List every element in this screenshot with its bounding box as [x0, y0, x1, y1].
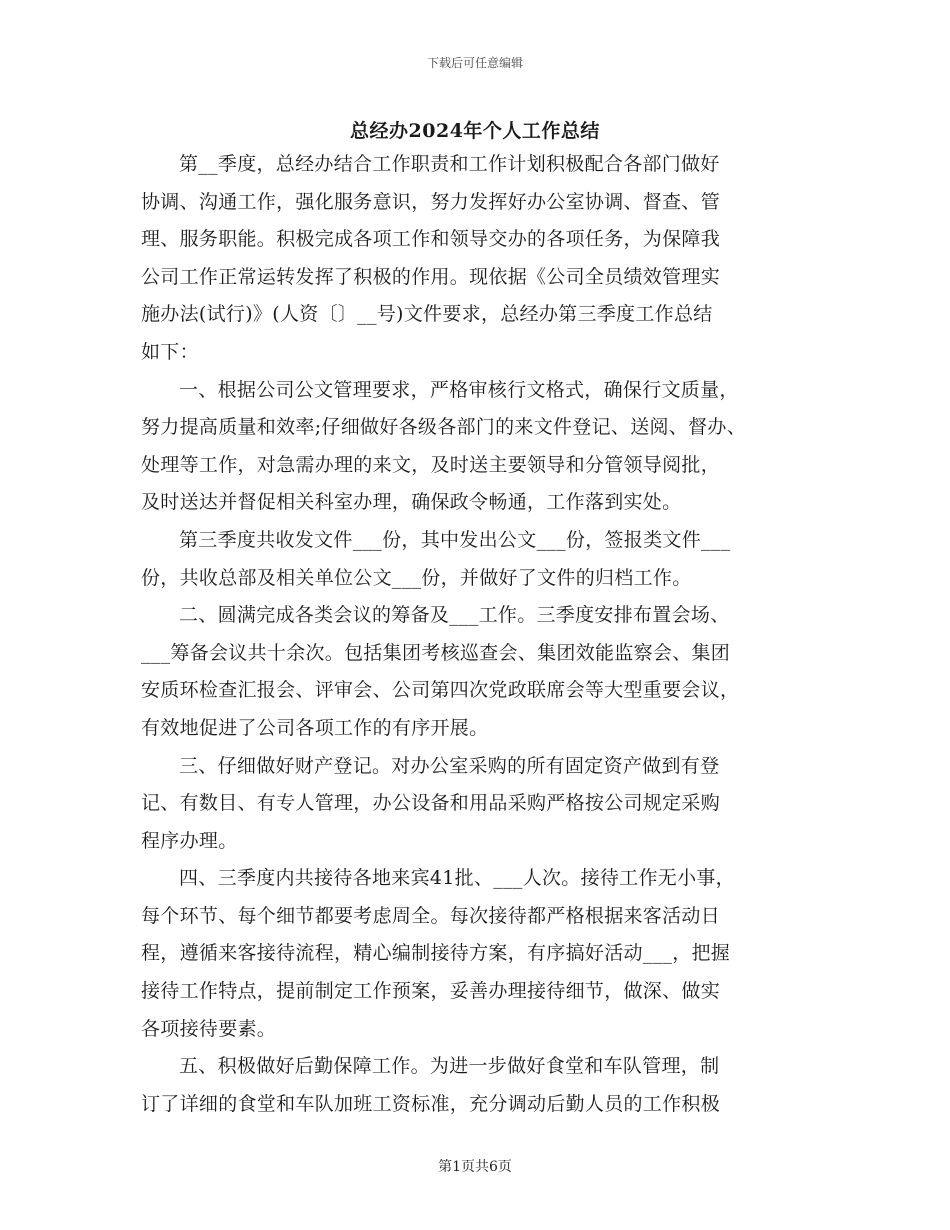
- paragraph-line: 五、积极做好后勤保障工作。为进一步做好食堂和车队管理，制: [179, 1055, 720, 1078]
- document-body: [141, 146, 821, 1123]
- paragraph-line: 有效地促进了公司各项工作的有序开展。: [141, 716, 489, 739]
- paragraph-line: 一、根据公司公文管理要求，严格审核行文格式，确保行文质量，: [179, 378, 739, 401]
- body-paragraph: [141, 860, 821, 1048]
- paragraph-line: 安质环检查汇报会、评审会、公司第四次党政联席会等大型重要会议，: [141, 679, 740, 702]
- paragraph-line: 协调、沟通工作，强化服务意识，努力发挥好办公室协调、督查、管: [141, 190, 721, 213]
- paragraph-line: 程序办理。: [141, 829, 238, 852]
- paragraph-line: 理、服务职能。积极完成各项工作和领导交办的各项任务，为保障我: [141, 228, 721, 251]
- paragraph-line: 四、三季度内共接待各地来宾41批、___人次。接待工作无小事，: [179, 867, 735, 890]
- paragraph-line: 如下：: [141, 340, 199, 363]
- body-paragraph: [141, 146, 821, 372]
- paragraph-line: 记、有数目、有专人管理，办公设备和用品采购严格按公司规定采购: [141, 792, 721, 815]
- body-paragraph: [141, 597, 821, 747]
- paragraph-line: 接待工作特点，提前制定工作预案，妥善办理接待细节，做深、做实: [141, 980, 721, 1003]
- body-paragraph: [141, 748, 821, 861]
- body-paragraph: [141, 372, 821, 522]
- paragraph-line: 努力提高质量和效率;仔细做好各级各部门的来文件登记、送阅、督办、: [141, 416, 747, 439]
- paragraph-line: 处理等工作，对急需办理的来文，及时送主要领导和分管领导阅批，: [141, 453, 721, 476]
- paragraph-line: 程，遵循来客接待流程，精心编制接待方案，有序搞好活动___，把握: [141, 942, 731, 965]
- paragraph-line: 每个环节、每个细节都要考虑周全。每次接待都严格根据来客活动日: [141, 904, 721, 927]
- body-paragraph: [141, 522, 821, 597]
- document-title: 总经办2024年个人工作总结: [350, 120, 600, 142]
- paragraph-line: 施办法(试行)》(人资〔〕__号)文件要求，总经办第三季度工作总结: [141, 303, 713, 326]
- paragraph-line: 公司工作正常运转发挥了积极的作用。现依据《公司全员绩效管理实: [141, 265, 721, 288]
- page-footer-number: 第1页共6页: [438, 1159, 512, 1175]
- paragraph-line: 订了详细的食堂和车队加班工资标准，充分调动后勤人员的工作积极: [141, 1092, 721, 1115]
- paragraph-line: 第__季度，总经办结合工作职责和工作计划积极配合各部门做好: [179, 153, 720, 175]
- paragraph-line: 及时送达并督促相关科室办理，确保政令畅通，工作落到实处。: [141, 491, 682, 514]
- body-paragraph: [141, 1048, 821, 1123]
- paragraph-line: 第三季度共收发文件___份，其中发出公文___份，签报类文件___: [179, 528, 731, 551]
- paragraph-line: 各项接待要素。: [141, 1017, 277, 1040]
- paragraph-line: 三、仔细做好财产登记。对办公室采购的所有固定资产做到有登: [179, 754, 720, 777]
- paragraph-line: 二、圆满完成各类会议的筹备及___工作。三季度安排布置会场、: [179, 604, 730, 627]
- page-header-note: 下载后可任意编辑: [426, 56, 523, 70]
- paragraph-line: 份，共收总部及相关单位公文___份，并做好了文件的归档工作。: [141, 566, 692, 589]
- paragraph-line: ___筹备会议共十余次。包括集团考核巡查会、集团效能监察会、集团: [141, 641, 731, 664]
